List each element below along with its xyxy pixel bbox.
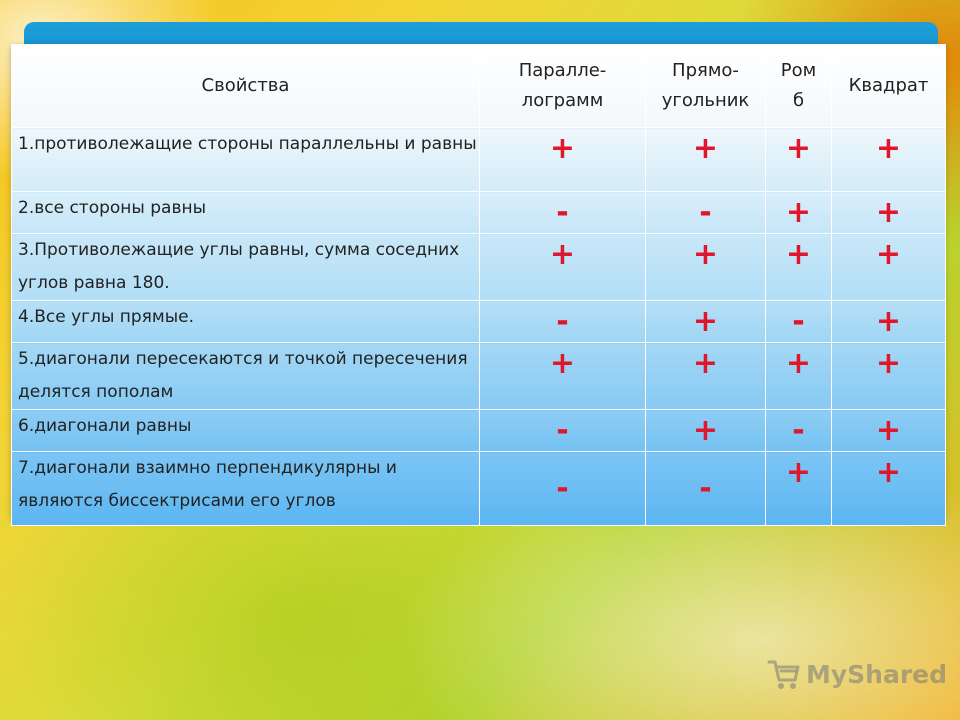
- plus-mark-cell: +: [832, 410, 946, 452]
- minus-mark-cell: -: [646, 452, 766, 526]
- property-cell: 1.противолежащие стороны параллельны и равны: [12, 128, 480, 192]
- column-header-rectangle: Прямо- угольник: [646, 45, 766, 128]
- table-row: [12, 343, 946, 410]
- plus-mark-cell: +: [646, 410, 766, 452]
- minus-mark-cell: -: [480, 410, 646, 452]
- minus-mark-cell: -: [480, 452, 646, 526]
- plus-mark-cell: +: [832, 234, 946, 301]
- property-cell: 3.Противолежащие углы равны, сумма соседних углов равна 180.: [12, 234, 480, 301]
- myshared-watermark: [766, 654, 947, 694]
- plus-mark-cell: +: [832, 301, 946, 343]
- plus-mark-cell: +: [832, 343, 946, 410]
- plus-mark-cell: +: [646, 301, 766, 343]
- plus-mark-cell: +: [766, 452, 832, 526]
- plus-mark-cell: +: [646, 343, 766, 410]
- table-row: [12, 192, 946, 234]
- property-cell: 6.диагонали равны: [12, 410, 480, 452]
- table-row: [12, 128, 946, 192]
- minus-mark-cell: -: [480, 192, 646, 234]
- table-header-row: [12, 45, 946, 128]
- cart-icon: [766, 656, 802, 692]
- table-row: [12, 234, 946, 301]
- plus-mark-cell: +: [480, 234, 646, 301]
- minus-mark-cell: -: [766, 410, 832, 452]
- property-cell: 2.все стороны равны: [12, 192, 480, 234]
- plus-mark-cell: +: [766, 234, 832, 301]
- plus-mark-cell: +: [832, 128, 946, 192]
- column-header-square: Квадрат: [832, 45, 946, 128]
- minus-mark-cell: -: [646, 192, 766, 234]
- plus-mark-cell: +: [480, 128, 646, 192]
- plus-mark-cell: +: [766, 192, 832, 234]
- watermark-text: MyShared: [806, 659, 948, 689]
- minus-mark-cell: -: [480, 301, 646, 343]
- property-cell: 4.Все углы прямые.: [12, 301, 480, 343]
- plus-mark-cell: +: [766, 343, 832, 410]
- minus-mark-cell: -: [766, 301, 832, 343]
- plus-mark-cell: +: [832, 192, 946, 234]
- property-cell: 5.диагонали пересекаются и точкой пересечения делятся пополам: [12, 343, 480, 410]
- plus-mark-cell: +: [832, 452, 946, 526]
- column-header-properties: Свойства: [12, 45, 480, 128]
- plus-mark-cell: +: [646, 128, 766, 192]
- plus-mark-cell: +: [766, 128, 832, 192]
- properties-table: [11, 44, 945, 518]
- plus-mark-cell: +: [480, 343, 646, 410]
- column-header-rhombus: Ром б: [766, 45, 832, 128]
- table-row: [12, 301, 946, 343]
- table-row: [12, 410, 946, 452]
- property-cell: 7.диагонали взаимно перпендикулярны и являются биссектрисами его углов: [12, 452, 480, 526]
- table-row: [12, 452, 946, 526]
- column-header-parallelogram: Паралле- лограмм: [480, 45, 646, 128]
- plus-mark-cell: +: [646, 234, 766, 301]
